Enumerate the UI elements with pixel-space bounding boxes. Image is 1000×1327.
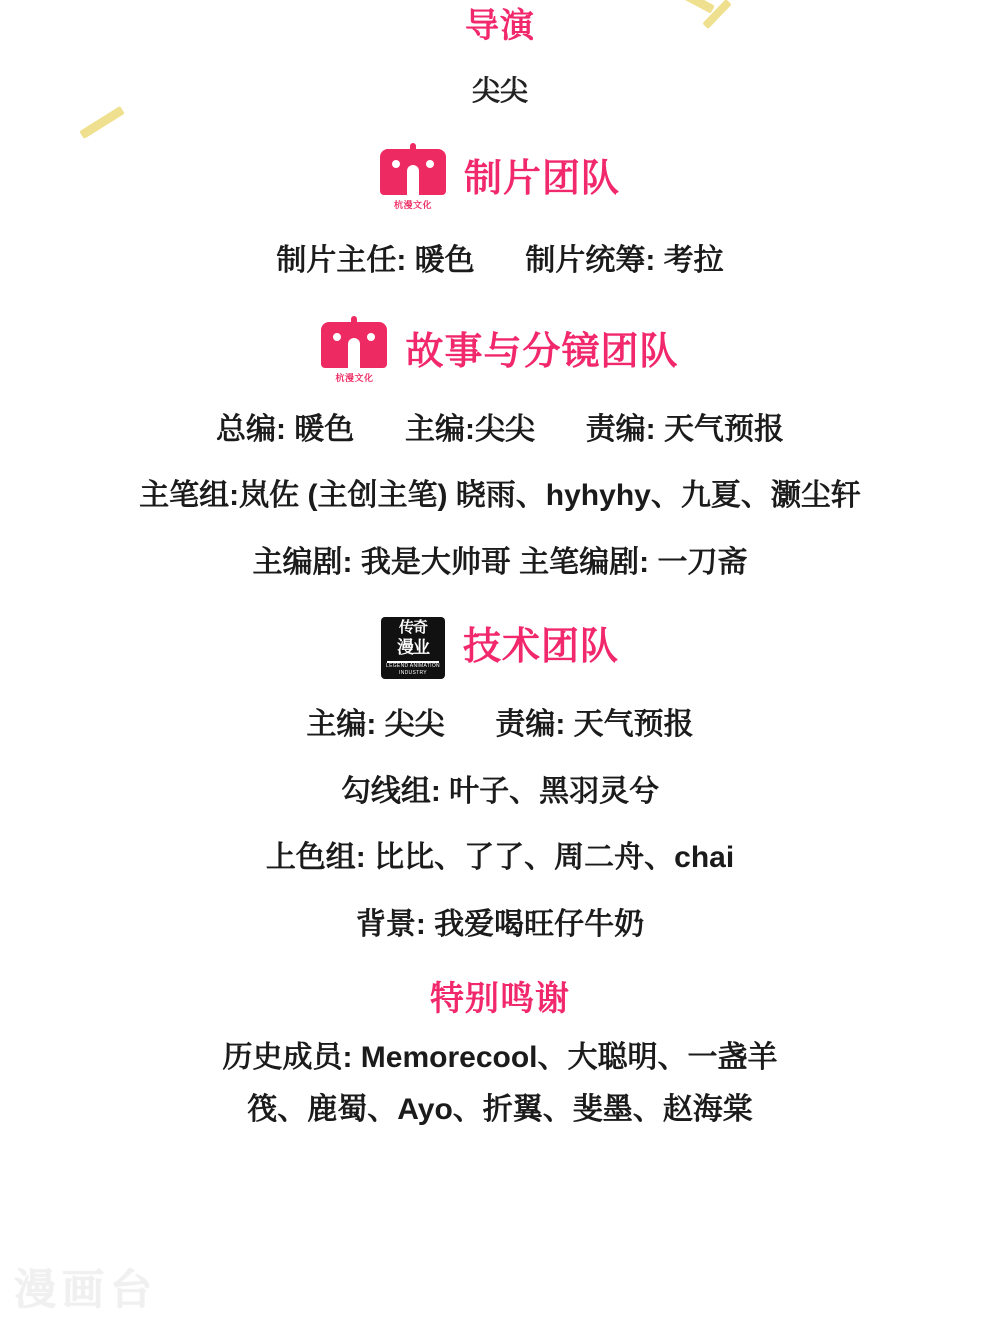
tech-team-heading: 技术团队 xyxy=(462,626,619,669)
special-thanks-line-2: 筏、鹿蜀、Ayo、折翼、斐墨、赵海棠 xyxy=(247,1093,753,1127)
responsible-editor-label: 责编: 天气预报 xyxy=(585,412,785,446)
watermark: 漫画台 xyxy=(14,1268,159,1314)
special-thanks-heading: 特别鸣谢 xyxy=(430,980,570,1019)
story-team-heading: 故事与分镜团队 xyxy=(405,330,679,373)
director-heading: 导演 xyxy=(465,7,535,45)
editor-label: 主编:尖尖 xyxy=(405,412,535,446)
tech-editor-label: 主编: 尖尖 xyxy=(306,708,445,742)
story-team-row-1 xyxy=(0,410,1000,451)
tech-responsible-editor-label: 责编: 天气预报 xyxy=(495,708,694,742)
tech-team-row-4: 背景: 我爱喝旺仔牛奶 xyxy=(355,907,645,941)
legend-animation-logo-bottom: LEGEND ANIMATION INDUSTRY xyxy=(386,663,440,677)
tech-team-row-2: 勾线组: 叶子、黑羽灵兮 xyxy=(340,774,660,808)
production-team-heading: 制片团队 xyxy=(463,158,620,201)
story-team-header xyxy=(0,322,1000,384)
story-team-row-3: 主编剧: 我是大帅哥 主笔编剧: 一刀斋 xyxy=(252,545,748,579)
hangman-culture-logo-icon-2 xyxy=(321,322,387,384)
story-team-row-2: 主笔组:岚佐 (主创主笔) 晓雨、hyhyhy、九夏、灏尘轩 xyxy=(139,479,861,513)
hangman-culture-logo-icon xyxy=(380,149,446,211)
tech-team-row-1 xyxy=(0,705,1000,746)
legend-animation-logo-top: 传奇 xyxy=(398,619,427,637)
production-team-header xyxy=(0,149,1000,211)
tech-team-row-3: 上色组: 比比、了了、周二舟、chai xyxy=(265,841,735,875)
production-coordinator-label: 制片统筹: 考拉 xyxy=(525,244,724,278)
special-thanks-line-1: 历史成员: Memorecool、大聪明、一盏羊 xyxy=(222,1040,778,1074)
hangman-culture-logo-caption: 杭漫文化 xyxy=(393,200,432,211)
tech-team-header xyxy=(0,617,1000,679)
director-name: 尖尖 xyxy=(471,74,528,106)
legend-animation-logo-icon xyxy=(381,617,445,679)
production-team-row xyxy=(0,241,1000,282)
production-director-label: 制片主任: 暖色 xyxy=(276,244,475,278)
legend-animation-logo-mid: 漫业 xyxy=(396,638,429,658)
chief-editor-label: 总编: 暖色 xyxy=(215,412,355,446)
hangman-culture-logo-caption-2: 杭漫文化 xyxy=(335,372,374,383)
